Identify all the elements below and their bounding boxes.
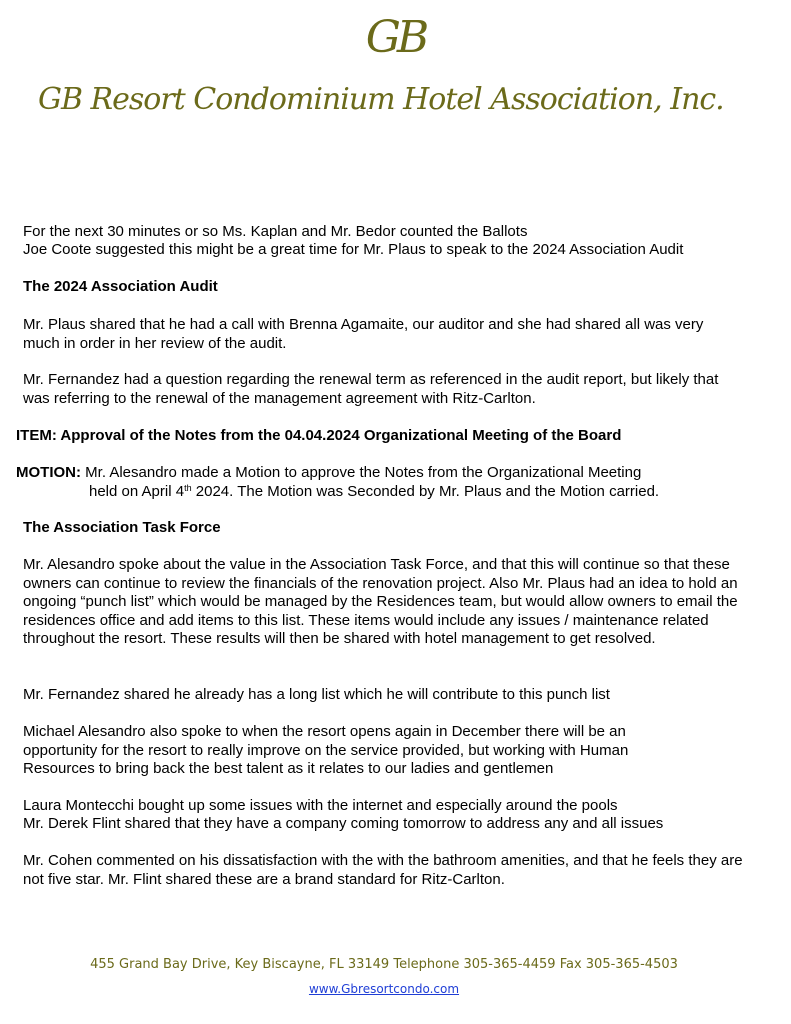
motion-line-2: held on April 4th 2024. The Motion was Seconded by Mr. Plaus and the Motion carried.	[89, 482, 660, 500]
logo-monogram: GB	[365, 12, 426, 63]
item-heading: ITEM: Approval of the Notes from the 04.04.2024 Organizational Meeting of the Board	[16, 427, 622, 444]
motion-label: MOTION:	[16, 464, 81, 481]
taskforce-paragraph-2: Mr. Fernandez shared he already has a long list which he will contribute to this punch list	[23, 686, 610, 703]
taskforce-heading: The Association Task Force	[23, 519, 221, 536]
taskforce-paragraph-3: Michael Alesandro also spoke to when the resort opens again in December there will be an opportunity for the resort to really improve on the service provided, but working with Human Resources to bring back the best talent as it relates to our ladies and gentlemen	[23, 723, 629, 777]
amenities-paragraph: Mr. Cohen commented on his dissatisfaction with the with the bathroom amenities, and that he feels they are not five star. Mr. Flint shared these are a brand standard for Ritz-Carlton.	[23, 852, 743, 888]
audit-paragraph-1: Mr. Plaus shared that he had a call with Brenna Agamaite, our auditor and she had shared all was very much in order in her review of the audit.	[23, 316, 704, 352]
footer-address: 455 Grand Bay Drive, Key Biscayne, FL 33149 Telephone 305-365-4459 Fax 305-365-4503	[90, 957, 678, 972]
motion-block	[16, 464, 736, 501]
website-link[interactable]: www.Gbresortcondo.com	[308, 982, 460, 996]
association-name: GB Resort Condominium Hotel Association, Inc.	[38, 82, 724, 117]
intro-line-2: Joe Coote suggested this might be a great time for Mr. Plaus to speak to the 2024 Association Audit	[23, 241, 684, 258]
motion-line-1: Mr. Alesandro made a Motion to approve the Notes from the Organizational Meeting	[85, 464, 642, 481]
intro-line-1: For the next 30 minutes or so Ms. Kaplan and Mr. Bedor counted the Ballots	[23, 223, 528, 240]
internet-line-2: Mr. Derek Flint shared that they have a company coming tomorrow to address any and all issues	[23, 815, 664, 832]
internet-line-1: Laura Montecchi bought up some issues with the internet and especially around the pools	[23, 797, 618, 814]
taskforce-paragraph-1: Mr. Alesandro spoke about the value in the Association Task Force, and that this will continue so that these owners can continue to review the financials of the renovation project. Also Mr. Plaus had an idea to hold an ongoing “punch list” which would be managed by the Residences team, but would allow owners to email the residences office and add items to this list. These items would include any issues / maintenance related throughout the resort. These results will then be shared with hotel management to get resolved.	[23, 556, 738, 647]
audit-heading: The 2024 Association Audit	[23, 278, 218, 295]
audit-paragraph-2: Mr. Fernandez had a question regarding the renewal term as referenced in the audit report, but likely that was referring to the renewal of the management agreement with Ritz-Carlton.	[23, 371, 719, 407]
